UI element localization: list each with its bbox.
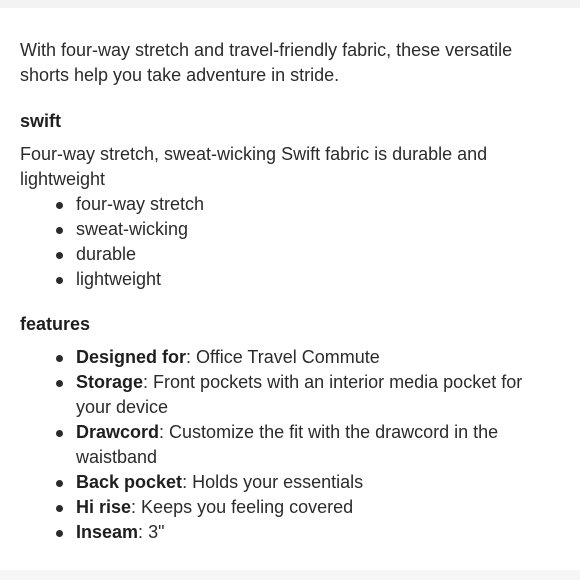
feature-label: Storage	[76, 372, 144, 392]
product-description	[20, 38, 560, 545]
list-item: durable	[76, 242, 560, 267]
feature-value: Customize the fit with the drawcord in the waistband	[76, 422, 499, 467]
feature-label: Inseam	[76, 522, 139, 542]
feature-item: Drawcord: Customize the fit with the drawcord in the waistband	[76, 420, 560, 470]
intro-text: With four-way stretch and travel-friendly fabric, these versatile shorts help you take adventure in stride.	[20, 40, 513, 85]
list-item: sweat-wicking	[76, 217, 560, 242]
feature-item: Designed for: Office Travel Commute	[76, 345, 560, 370]
feature-label: Hi rise	[76, 497, 132, 517]
feature-value: Keeps you feeling covered	[141, 497, 354, 517]
feature-item: Hi rise: Keeps you feeling covered	[76, 495, 560, 520]
features-heading: features	[20, 314, 91, 334]
feature-label: Designed for	[76, 347, 187, 367]
feature-value: Office Travel Commute	[196, 347, 380, 367]
list-item: four-way stretch	[76, 192, 560, 217]
feature-item: Inseam: 3"	[76, 520, 560, 545]
feature-value: Front pockets with an interior media pocket for your device	[76, 372, 523, 417]
swift-description: Four-way stretch, sweat-wicking Swift fabric is durable and lightweight	[20, 144, 488, 189]
features-list	[20, 345, 560, 545]
swift-heading: swift	[20, 111, 62, 131]
swift-bullet-list	[20, 192, 560, 292]
feature-value: Holds your essentials	[192, 472, 364, 492]
top-divider	[0, 0, 580, 8]
feature-item: Storage: Front pockets with an interior media pocket for your device	[76, 370, 560, 420]
feature-label: Drawcord	[76, 422, 160, 442]
bottom-divider	[0, 570, 580, 580]
list-item: lightweight	[76, 267, 560, 292]
feature-value: 3"	[148, 522, 165, 542]
feature-label: Back pocket	[76, 472, 183, 492]
feature-item: Back pocket: Holds your essentials	[76, 470, 560, 495]
